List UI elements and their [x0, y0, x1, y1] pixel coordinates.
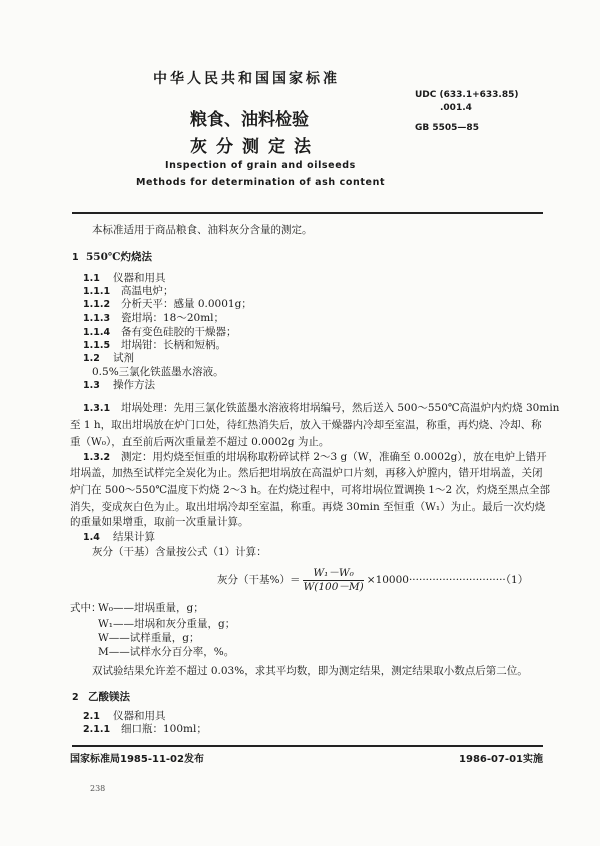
formula-fraction [303, 567, 363, 594]
item-text: 细口瓶：100ml； [121, 723, 207, 735]
variable-definition: M——试样水分百分率，%。 [98, 646, 235, 658]
item-number: 1.1.2 [83, 299, 111, 310]
section-number: 1.4 [83, 532, 100, 543]
section-number: 1.1 [83, 273, 100, 284]
list-item [83, 297, 252, 312]
paragraph-1-3-1 [83, 401, 559, 416]
section-title: 操作方法 [113, 379, 155, 391]
section-number: 1.3 [83, 380, 100, 391]
formula-multiplier: ×10000 [366, 574, 409, 586]
intro-text: 本标准适用于商品粮食、油料灰分含量的测定。 [92, 224, 313, 236]
section-number: 2 [72, 692, 79, 703]
section-1-2 [83, 351, 134, 366]
section-title: 乙酸镁法 [88, 691, 130, 703]
english-title-2: Methods for determination of ash content [136, 177, 386, 188]
udc-code: UDC (633.1+633.85) [415, 90, 519, 100]
section-1-3 [83, 378, 155, 393]
section-title: 试剂 [113, 352, 134, 364]
item-number: 1.1.1 [83, 286, 111, 297]
item-text: 坩埚钳：长柄和短柄。 [121, 339, 226, 351]
formula-lhs: 灰分（干基%）＝ [217, 574, 301, 586]
paragraph-line: 的重量如果增重，取前一次重量计算。 [70, 516, 249, 528]
title-line-1: 粮食、油料检验 [190, 110, 309, 130]
where-label: 式中： [70, 602, 102, 614]
english-title-1: Inspection of grain and oilseeds [165, 160, 356, 171]
paragraph-line: 重（W₀），直至前后两次重量差不超过 0.0002g 为止。 [70, 436, 330, 448]
calculation-intro: 灰分（干基）含量按公式（1）计算： [92, 546, 267, 558]
list-item [83, 311, 224, 326]
paragraph-line: 炉门在 500～550℃温度下灼烧 2～3 h。在灼烧过程中，可将坩埚位置调换 1～2 次，灼烧至黑点全部 [70, 484, 550, 496]
item-number: 1.1.5 [83, 340, 111, 351]
item-number: 2.1.1 [83, 724, 111, 735]
variable-definition: W——试样重量，g； [98, 632, 200, 644]
section-title: 结果计算 [113, 531, 155, 543]
effective-date: 1986-07-01实施 [459, 754, 543, 765]
reagent-text: 0.5%三氯化铁蓝墨水溶液。 [92, 366, 224, 378]
precision-text: 双试验结果允许差不超过 0.03%，求其平均数，即为测定结果，测定结果取小数点后第二位。 [92, 665, 528, 677]
section-title: 仪器和用具 [113, 272, 166, 284]
formula [217, 566, 528, 594]
item-text: 备有变色硅胶的干燥器； [121, 326, 237, 338]
section-title: 仪器和用具 [113, 710, 166, 722]
page-number: 238 [90, 784, 106, 793]
title-line-2: 灰分测定法 [190, 137, 320, 157]
section-title: 550℃灼烧法 [86, 251, 152, 263]
formula-denominator: W(100－M) [303, 580, 364, 593]
formula-numerator: W₁－W₀ [303, 567, 363, 581]
org-title: 中华人民共和国国家标准 [153, 71, 340, 87]
paragraph-line: 坩埚盖，加热至试样完全炭化为止。然后把坩埚放在高温炉口片刻，再移入炉膛内，错开坩埚盖，关闭 [70, 467, 543, 479]
section-1-4 [83, 530, 155, 545]
equation-number: （1） [505, 574, 529, 586]
section-number: 2.1 [83, 711, 100, 722]
issue-date: 国家标准局1985-11-02发布 [70, 754, 204, 765]
paragraph-number: 1.3.1 [83, 403, 111, 414]
udc-code-cont: .001.4 [440, 103, 472, 113]
footer-rule [72, 745, 543, 747]
item-text: 瓷坩埚：18～20ml； [121, 312, 225, 324]
list-item [83, 722, 207, 737]
item-number: 1.1.3 [83, 313, 111, 324]
item-text: 高温电炉； [121, 285, 174, 297]
section-number: 1.2 [83, 353, 100, 364]
gb-number: GB 5505—85 [415, 123, 479, 133]
paragraph-1-3-2 [83, 450, 547, 465]
paragraph-line: 测定：用灼烧至恒重的坩埚称取粉碎试样 2～3 g（W，准确至 0.0002g），放在电炉上错开 [121, 451, 547, 463]
variable-definition: W₀——坩埚重量，g； [98, 602, 204, 614]
formula-leader: ····························· [408, 574, 506, 586]
paragraph-line: 至 1 h，取出坩埚放在炉门口处，待红热消失后，放入干燥器内冷却至室温，称重，再灼烧、冷却、称 [70, 419, 542, 431]
paragraph-line: 坩埚处理：先用三氯化铁蓝墨水溶液将坩埚编号，然后送入 500～550℃高温炉内灼烧 30min [121, 402, 560, 414]
header-rule [72, 212, 543, 214]
item-number: 1.1.4 [83, 327, 111, 338]
variable-definition: W₁——坩埚和灰分重量，g； [98, 618, 236, 630]
section-number: 1 [72, 252, 79, 263]
paragraph-line: 消失，变成灰白色为止。取出坩埚冷却至室温，称重。再烧 30min 至恒重（W₁）为止。最后一次灼烧 [70, 501, 546, 513]
paragraph-number: 1.3.2 [83, 452, 111, 463]
section-1-heading [72, 250, 152, 265]
item-text: 分析天平：感量 0.0001g； [121, 298, 252, 310]
section-2-heading [72, 690, 130, 705]
